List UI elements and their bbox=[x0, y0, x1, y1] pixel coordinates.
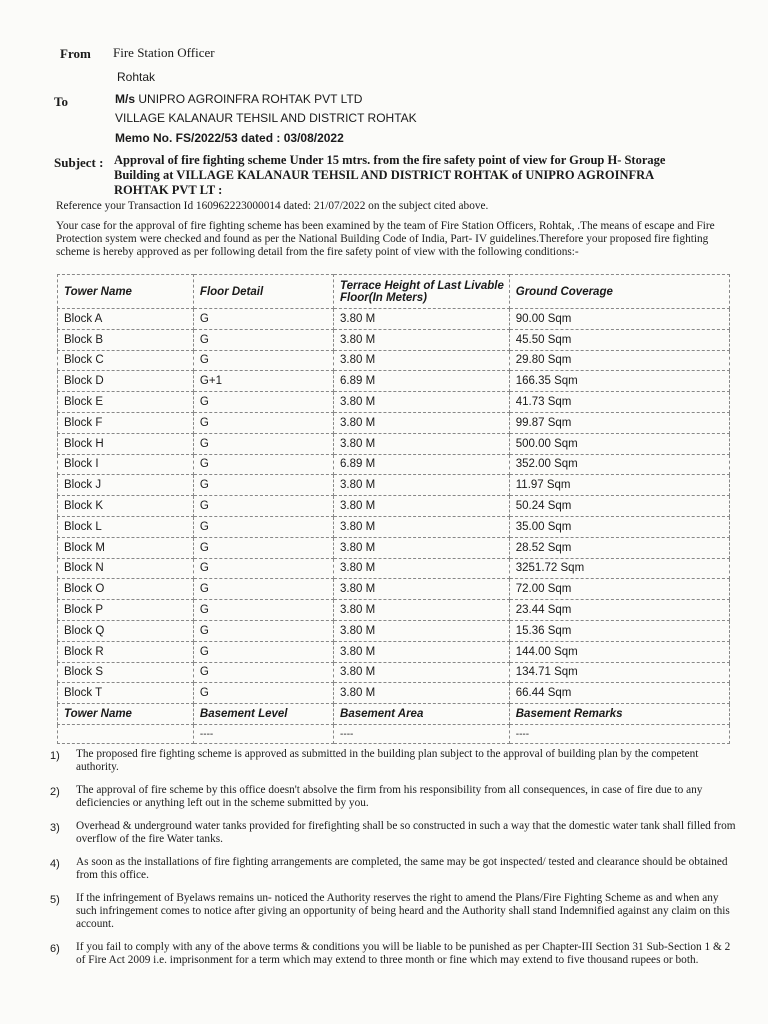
table-cell: 3.80 M bbox=[334, 412, 510, 433]
table-header-cell: Basement Remarks bbox=[509, 704, 729, 725]
table-cell: Block K bbox=[58, 496, 194, 517]
table-row bbox=[58, 725, 730, 744]
table-cell: 45.50 Sqm bbox=[509, 329, 729, 350]
table-header-cell: Ground Coverage bbox=[509, 275, 729, 309]
table-cell: Block A bbox=[58, 309, 194, 330]
condition-text: Overhead & underground water tanks provided for firefighting shall be so constructed in such a way that the domestic water tank shall filled from overflow of the fire Water tanks. bbox=[76, 820, 736, 845]
table-cell bbox=[58, 725, 194, 744]
table-cell: 3.80 M bbox=[334, 392, 510, 413]
table-row bbox=[58, 558, 730, 579]
condition-number: 3) bbox=[50, 822, 60, 834]
table-row bbox=[58, 329, 730, 350]
table-header-cell: Floor Detail bbox=[193, 275, 333, 309]
to-recipient bbox=[115, 92, 362, 106]
reference-line: Reference your Transaction Id 160962223000014 dated: 21/07/2022 on the subject cited above. bbox=[56, 200, 489, 212]
table-row bbox=[58, 350, 730, 371]
table-row bbox=[58, 412, 730, 433]
condition-text: The proposed fire fighting scheme is approved as submitted in the building plan subject to the approval of building plan by the competent authority. bbox=[76, 748, 699, 773]
table-row bbox=[58, 516, 730, 537]
table-cell: Block I bbox=[58, 454, 194, 475]
table-cell: G bbox=[193, 433, 333, 454]
condition-text: As soon as the installations of fire fighting arrangements are completed, the same may be got inspected/ tested and clearance should be obtained from this office. bbox=[76, 856, 728, 881]
table-cell: Block P bbox=[58, 600, 194, 621]
condition-item bbox=[50, 941, 740, 967]
table-cell: 28.52 Sqm bbox=[509, 537, 729, 558]
table-cell: G bbox=[193, 475, 333, 496]
from-label: From bbox=[60, 46, 91, 61]
table-row bbox=[58, 454, 730, 475]
table-cell: G bbox=[193, 662, 333, 683]
table-cell: 11.97 Sqm bbox=[509, 475, 729, 496]
table-cell: 3.80 M bbox=[334, 309, 510, 330]
from-line-2: Rohtak bbox=[117, 70, 156, 84]
table-row bbox=[58, 371, 730, 392]
table-cell: Block C bbox=[58, 350, 194, 371]
table-cell: 3.80 M bbox=[334, 683, 510, 704]
to-label: To bbox=[54, 94, 68, 109]
table-cell: 29.80 Sqm bbox=[509, 350, 729, 371]
table-cell: Block D bbox=[58, 371, 194, 392]
table-row bbox=[58, 662, 730, 683]
tower-table-header bbox=[58, 275, 730, 309]
subject-text: Approval of fire fighting scheme Under 15 mtrs. from the fire safety point of view for Group H- Storage Building at VILLAGE KALANAUR TEHSIL AND DISTRICT ROHTAK of UNIPRO AGROINFRA ROHTAK PVT LT : bbox=[114, 153, 666, 197]
table-cell: Block S bbox=[58, 662, 194, 683]
table-cell: G bbox=[193, 579, 333, 600]
table-cell: Block F bbox=[58, 412, 194, 433]
table-cell: 3.80 M bbox=[334, 641, 510, 662]
from-line-1: Fire Station Officer bbox=[113, 45, 215, 60]
table-cell: Block L bbox=[58, 516, 194, 537]
condition-item bbox=[50, 784, 740, 810]
condition-number: 1) bbox=[50, 750, 60, 762]
table-cell: 3.80 M bbox=[334, 516, 510, 537]
table-cell: G bbox=[193, 537, 333, 558]
table-cell: 6.89 M bbox=[334, 371, 510, 392]
tower-table-body bbox=[58, 275, 730, 744]
tower-table bbox=[57, 274, 730, 744]
table-row bbox=[58, 600, 730, 621]
to-line-2: VILLAGE KALANAUR TEHSIL AND DISTRICT ROHTAK bbox=[115, 111, 417, 125]
table-cell: 3.80 M bbox=[334, 537, 510, 558]
table-cell: 3.80 M bbox=[334, 496, 510, 517]
table-cell: 23.44 Sqm bbox=[509, 600, 729, 621]
table-cell: Block B bbox=[58, 329, 194, 350]
condition-number: 4) bbox=[50, 858, 60, 870]
table-row bbox=[58, 309, 730, 330]
table-cell: 90.00 Sqm bbox=[509, 309, 729, 330]
table-cell: 15.36 Sqm bbox=[509, 620, 729, 641]
table-cell: 3.80 M bbox=[334, 329, 510, 350]
table-cell: 3.80 M bbox=[334, 579, 510, 600]
condition-text: The approval of fire scheme by this office doesn't absolve the firm from his responsibility from all consequences, in case of fire due to any deficiencies or anything left out in the scheme submitted by you. bbox=[76, 784, 703, 809]
table-cell: G bbox=[193, 350, 333, 371]
condition-item bbox=[50, 820, 740, 846]
table-header-cell: Basement Area bbox=[334, 704, 510, 725]
table-cell: 72.00 Sqm bbox=[509, 579, 729, 600]
condition-item bbox=[50, 892, 740, 931]
table-cell: 6.89 M bbox=[334, 454, 510, 475]
table-cell: G bbox=[193, 496, 333, 517]
table-cell: G bbox=[193, 620, 333, 641]
table-cell: 41.73 Sqm bbox=[509, 392, 729, 413]
table-row bbox=[58, 537, 730, 558]
table-header-cell: Tower Name bbox=[58, 704, 194, 725]
table-cell: 352.00 Sqm bbox=[509, 454, 729, 475]
to-line-1: UNIPRO AGROINFRA ROHTAK PVT LTD bbox=[138, 92, 363, 106]
table-cell: Block H bbox=[58, 433, 194, 454]
condition-number: 5) bbox=[50, 894, 60, 906]
condition-item bbox=[50, 748, 740, 774]
memo-number: Memo No. FS/2022/53 dated : 03/08/2022 bbox=[115, 131, 344, 145]
table-row bbox=[58, 683, 730, 704]
table-cell: 500.00 Sqm bbox=[509, 433, 729, 454]
table-cell: 35.00 Sqm bbox=[509, 516, 729, 537]
condition-text: If you fail to comply with any of the above terms & conditions you will be liable to be punished as per Chapter-III Section 31 Sub-Section 1 & 2 of Fire Act 2009 i.e. imprisonment for a term which may extend to three month or fine which may extend to five thousand rupees or both. bbox=[76, 941, 731, 966]
condition-item bbox=[50, 856, 740, 882]
table-cell: 3.80 M bbox=[334, 620, 510, 641]
subject-label: Subject : bbox=[54, 155, 104, 170]
table-header-cell: Basement Level bbox=[193, 704, 333, 725]
condition-number: 2) bbox=[50, 786, 60, 798]
table-row bbox=[58, 496, 730, 517]
table-cell: 144.00 Sqm bbox=[509, 641, 729, 662]
table-cell: G bbox=[193, 641, 333, 662]
table-cell: G bbox=[193, 329, 333, 350]
conditions-list bbox=[50, 748, 740, 977]
table-cell: 134.71 Sqm bbox=[509, 662, 729, 683]
table-cell: Block Q bbox=[58, 620, 194, 641]
table-cell: Block J bbox=[58, 475, 194, 496]
table-cell: 3.80 M bbox=[334, 558, 510, 579]
table-cell: Block R bbox=[58, 641, 194, 662]
table-row bbox=[58, 475, 730, 496]
table-cell: Block N bbox=[58, 558, 194, 579]
table-cell: 66.44 Sqm bbox=[509, 683, 729, 704]
table-cell: 3.80 M bbox=[334, 433, 510, 454]
to-ms: M/s bbox=[115, 92, 136, 106]
table-cell: Block O bbox=[58, 579, 194, 600]
table-header-cell: Tower Name bbox=[58, 275, 194, 309]
table-cell: G bbox=[193, 392, 333, 413]
table-row bbox=[58, 579, 730, 600]
table-cell: G bbox=[193, 516, 333, 537]
table-row bbox=[58, 392, 730, 413]
table-cell: G bbox=[193, 600, 333, 621]
table-cell: 3.80 M bbox=[334, 600, 510, 621]
table-row bbox=[58, 641, 730, 662]
table-cell: G bbox=[193, 558, 333, 579]
table-cell: ---- bbox=[193, 725, 333, 744]
condition-number: 6) bbox=[50, 943, 60, 955]
basement-table-header bbox=[58, 704, 730, 725]
table-cell: 3251.72 Sqm bbox=[509, 558, 729, 579]
table-cell: G bbox=[193, 412, 333, 433]
intro-paragraph: Your case for the approval of fire fighting scheme has been examined by the team of Fire Station Officers, Rohtak, .The means of escape and Fire Protection system were checked and found as per the National Building Code of India, Part- IV guidelines.Therefore your proposed fire fighting scheme is hereby approved as per following detail from the fire safety point of view with the following conditions:- bbox=[56, 220, 715, 258]
table-cell: ---- bbox=[509, 725, 729, 744]
table-cell: G+1 bbox=[193, 371, 333, 392]
table-cell: ---- bbox=[334, 725, 510, 744]
table-cell: G bbox=[193, 309, 333, 330]
table-cell: Block M bbox=[58, 537, 194, 558]
table-cell: Block T bbox=[58, 683, 194, 704]
table-cell: G bbox=[193, 683, 333, 704]
table-row bbox=[58, 620, 730, 641]
table-cell: 3.80 M bbox=[334, 350, 510, 371]
table-header-cell: Terrace Height of Last Livable Floor(In Meters) bbox=[334, 275, 510, 309]
table-cell: 3.80 M bbox=[334, 662, 510, 683]
table-cell: G bbox=[193, 454, 333, 475]
table-cell: 3.80 M bbox=[334, 475, 510, 496]
table-row bbox=[58, 433, 730, 454]
table-cell: 50.24 Sqm bbox=[509, 496, 729, 517]
condition-text: If the infringement of Byelaws remains un- noticed the Authority reserves the right to amend the Plans/Fire Fighting Scheme as and when any such infringement comes to notice after giving an opportunity of being heard and the Authority shall stand Indemnified against any claim on this account. bbox=[76, 892, 730, 930]
table-cell: 166.35 Sqm bbox=[509, 371, 729, 392]
table-cell: Block E bbox=[58, 392, 194, 413]
table-cell: 99.87 Sqm bbox=[509, 412, 729, 433]
